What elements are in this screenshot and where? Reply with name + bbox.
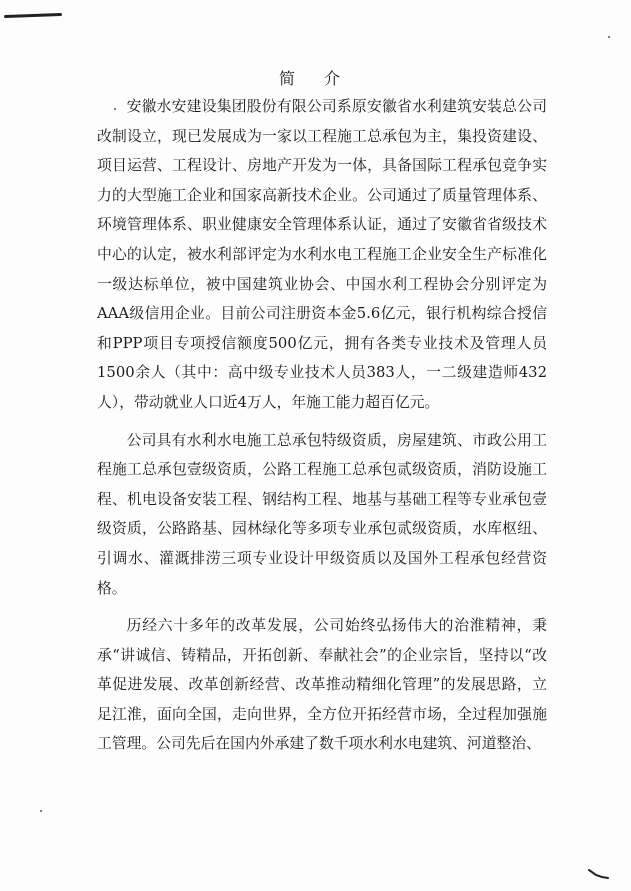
scan-speck [40,810,42,812]
paragraph-qualifications: 公司具有水利水电施工总承包特级资质，房屋建筑、市政公用工程施工总承包壹级资质，公路工程施工总承包贰级资质，消防设施工程、机电设备安装工程、钢结构工程、地基与基础工程等专业承包壹级资质，公路路基、园林绿化等多项专业承包贰级资质，水库枢纽、引调水、灌溉排涝三项专业设计甲级资质以及国外工程承包经营资格。 [97,431,547,597]
body-text [97,92,547,759]
paragraph-company-overview: 安徽水安建设集团股份有限公司系原安徽省水利建筑安装总公司改制设立，现已发展成为一家以工程施工总承包为主，集投资建设、项目运营、工程设计、房地产开发为一体，具备国际工程承包竞争实力的大型施工企业和国家高新技术企业。公司通过了质量管理体系、环境管理体系、职业健康安全管理体系认证，通过了安徽省省级技术中心的认定，被水利部评定为水利水电工程施工企业安全生产标准化一级达标单位，被中国建筑业协会、中国水利工程协会分别评定为AAA级信用企业。目前公司注册资本金5.6亿元，银行机构综合授信和PPP项目专项授信额度500亿元，拥有各类专业技术及管理人员1500余人（其中：高中级专业技术人员383人，一二级建造师432人），带动就业人口近4万人，年施工能力超百亿元。 [97,98,547,411]
scan-mark-bottom-right [588,868,610,880]
paragraph-development-history: 历经六十多年的改革发展，公司始终弘扬伟大的治淮精神，秉承“讲诚信、铸精品，开拓创新、奉献社会”的企业宗旨，坚持以“改革促进发展、改革创新经营、改革推动精细化管理”的发展思路，立足江淮，面向全国，走向世界，全方位开拓经营市场，全过程加强施工管理。公司先后在国内外承建了数千项水利水电建筑、河道整治、 [97,617,547,753]
page-title: 简 介 [278,69,353,88]
scan-mark-top-left [4,13,62,18]
scan-speck [608,36,610,38]
